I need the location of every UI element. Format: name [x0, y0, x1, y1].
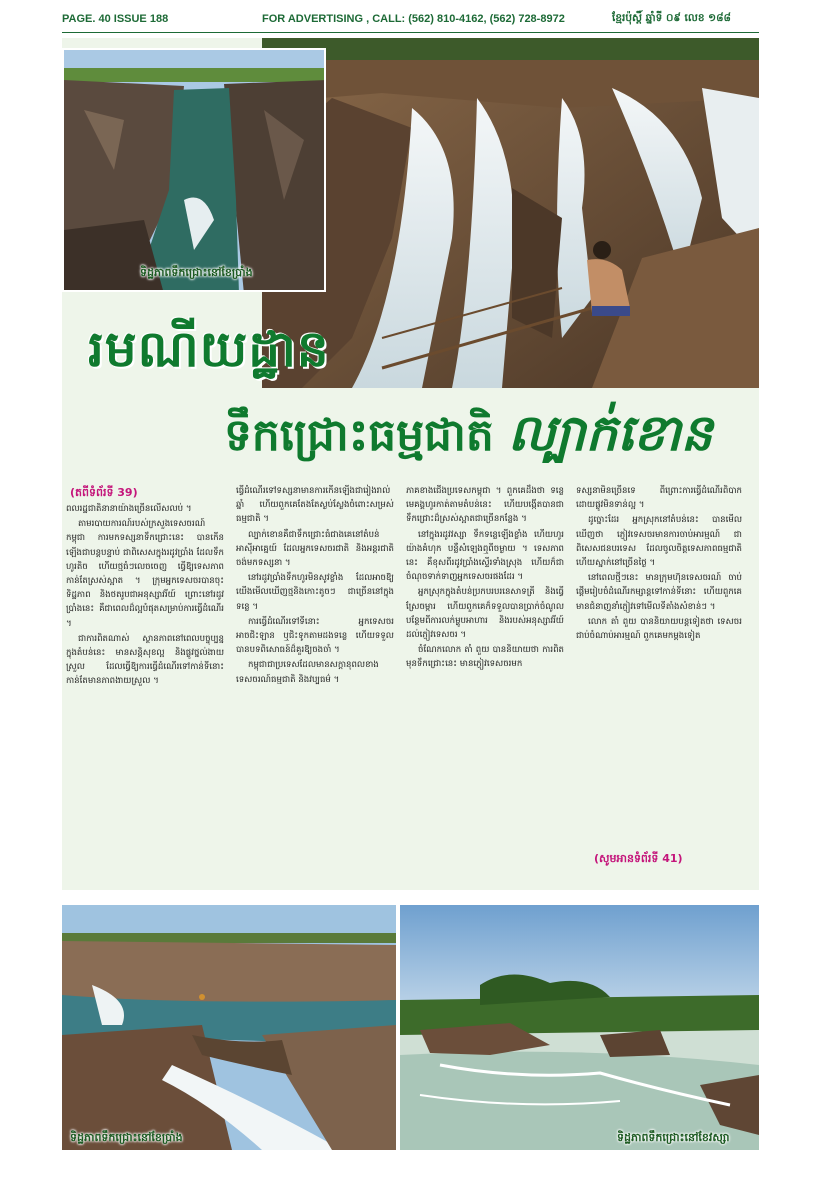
paragraph: ធ្វើដំណើរទៅទស្សនាមានការកើនឡើងជារៀងរាល់ឆ្នាំ ហើយពួកគេតែងតែស្ងប់ស្ងែងចំពោះសម្រស់ធម្មជាតិ ។ [236, 486, 394, 525]
title-highlight: ល្បាក់ខោន [507, 403, 713, 462]
paragraph: ការធ្វើដំណើរទៅទីនោះ អ្នកទេសចរអាចជិះឡាន ឬជិះទូកតាមដងទន្លេ ហើយទទួលបានបទពិសោធន៍ដ៏គួរឱ្យចងចាំ ។ [236, 616, 394, 656]
title-subline: ទឹកជ្រោះធម្មជាតិ [224, 410, 494, 461]
paragraph: ពលរដ្ឋជាតិនានាយ៉ាងច្រើនលើសលប់ ។ [66, 504, 192, 514]
text-column-3 [406, 484, 564, 848]
paragraph: អ្នកស្រុកក្នុងតំបន់ប្រកបរបរនេសាទត្រី និងធ្វើស្រែចម្ការ ហើយពួកគេក៏ទទួលបានប្រាក់ចំណូលបន្ថែមពីការលក់ម្ហូបអាហារ និងរបស់អនុស្សាវរីយ៍ដល់ភ្ញៀវទេសចរ ។ [406, 587, 564, 641]
page-header [0, 0, 823, 34]
page-issue-label: PAGE. 40 ISSUE 188 [62, 13, 169, 25]
text-column-2 [236, 484, 394, 848]
paragraph: នៅរដូវប្រាំងទឹកហូរមិនសូវខ្លាំង ដែលអាចឱ្យយើងមើលឃើញថ្មនិងកោះតូចៗ ជាច្រើននៅក្នុងទន្លេ ។ [236, 573, 394, 612]
article-title-main: រមណីយដ្ឋាន [88, 319, 330, 378]
paragraph: ភាគខាងជើងប្រទេសកម្ពុជា ។ ពួកគេដឹងថា ទន្លេមេគង្គហូរកាត់តាមតំបន់នេះ ហើយបង្កើតបានជាទឹកជ្រោះដ៏ស្រស់ស្អាតជាច្រើនកន្លែង ។ [406, 486, 564, 525]
paragraph: ទស្សនាមិនច្រើនទេ ពីព្រោះការធ្វើដំណើរពិបាក ដោយផ្លូវមិនទាន់ល្អ ។ [576, 486, 742, 511]
article-title-sub [224, 402, 712, 475]
advertising-contact: FOR ADVERTISING , CALL: (562) 810-4162, (562) 728-8972 [262, 13, 565, 25]
dry-season-rapids-photo [62, 905, 396, 1150]
text-column-4 [576, 484, 742, 848]
paragraph: នៅពេលថ្មីៗនេះ មានក្រុមហ៊ុនទេសចរណ៍ ចាប់ផ្ដើមរៀបចំដំណើរកម្សាន្តទៅកាន់ទីនោះ ហើយពួកគេមានជំនាញនាំភ្ញៀវទៅមើលទីតាំងសំខាន់ៗ ។ [576, 573, 742, 612]
paragraph: តាមរបាយការណ៍របស់ក្រសួងទេសចរណ៍កម្ពុជា ការមកទស្សនាទឹកជ្រោះនេះ បានកើនឡើងជាបន្តបន្ទាប់ ជាពិសេសក្នុងរដូវប្រាំង ដែលទឹកហូរតិច ហើយថ្មធំៗលេចចេញ ធ្វើឱ្យទេសភាពកាន់តែស្រស់ស្អាត ។ ក្រុមអ្នកទេសចរបានចុះទិដ្ឋភាព និងថតរូបជាអនុស្សាវរីយ៍ ព្រោះនៅរដូវប្រាំងនេះ គឺជាពេលដ៏ល្អបំផុតសម្រាប់ការធ្វើដំណើរ ។ [66, 519, 224, 629]
paragraph: ជាការពិតណាស់ ស្ថានភាពនៅពេលបច្ចុប្បន្ន ក្នុងតំបន់នេះ មានសន្តិសុខល្អ និងផ្លូវថ្នល់ងាយស្រួល ដែលធ្វើឱ្យការធ្វើដំណើរទៅកាន់ទីនោះ កាន់តែមានភាពងាយស្រួល ។ [66, 633, 224, 687]
main-waterfall-photo [262, 38, 759, 388]
continued-to-label: (សូមអានទំព័រទី 41) [594, 852, 683, 865]
rainy-season-rapids-photo [400, 905, 759, 1150]
paragraph: នៅក្នុងរដូវវស្សា ទឹកទន្លេឡើងខ្លាំង ហើយហូរយ៉ាងគំហុក បន្លឺសំឡេងឮពីចម្ងាយ ។ ទេសភាពនេះ គឺខុសពីរដូវប្រាំងស្ទើរទាំងស្រុង ហើយក៏ជាចំណុចទាក់ទាញអ្នកទេសចរផងដែរ ។ [406, 529, 564, 583]
paragraph: ល្បាក់ខោនគឺជាទឹកជ្រោះធំជាងគេនៅតំបន់អាស៊ីអាគ្នេយ៍ ដែលអ្នកទេសចរជាតិ និងអន្តរជាតិ ចង់មកទស្សនា ។ [236, 529, 394, 569]
header-rule [62, 32, 759, 33]
caption-dry-season-bottom: ទិដ្ឋភាពទឹកជ្រោះនៅខែប្រាំង [70, 1131, 183, 1144]
continued-from-label: (តពីទំព័រទី 39) [70, 486, 138, 499]
paragraph: ចំណែកលោក តាំ ពួយ បាននិយាយថា ការពិតមុនទឹកជ្រោះនេះ មានភ្ញៀវទេសចរមក [406, 645, 564, 670]
paragraph: លោក តាំ ពួយ បាននិយាយបន្តទៀតថា ទេសចរជាប់ចំណាប់អារម្មណ៍ ពួកគេមកម្ដងទៀត [576, 616, 742, 642]
paragraph: កម្ពុជាជាប្រទេសដែលមានសក្ដានុពលខាងទេសចរណ៍ធម្មជាតិ និងវប្បធម៌ ។ [236, 660, 379, 685]
masthead-label: ខ្មែរប៉ុស្ដិ៍ ឆ្នាំទី ០៩ លេខ ១៨៨ [612, 12, 731, 24]
caption-rainy-season: ទិដ្ឋភាពទឹកជ្រោះនៅខែវស្សា [617, 1131, 730, 1144]
text-column-1 [66, 502, 224, 848]
canyon-photo [62, 48, 326, 292]
paragraph: ដូច្នោះដែរ អ្នកស្រុកនៅតំបន់នេះ បានមើលឃើញថា ភ្ញៀវទេសចរមានការចាប់អារម្មណ៍ ជាពិសេសជនបរទេស ដែលចូលចិត្តទេសភាពធម្មជាតិ ហើយស្នាក់នៅច្រើនថ្ងៃ ។ [576, 515, 742, 569]
caption-dry-season-top: ទិដ្ឋភាពទឹកជ្រោះនៅខែប្រាំង [140, 266, 253, 279]
